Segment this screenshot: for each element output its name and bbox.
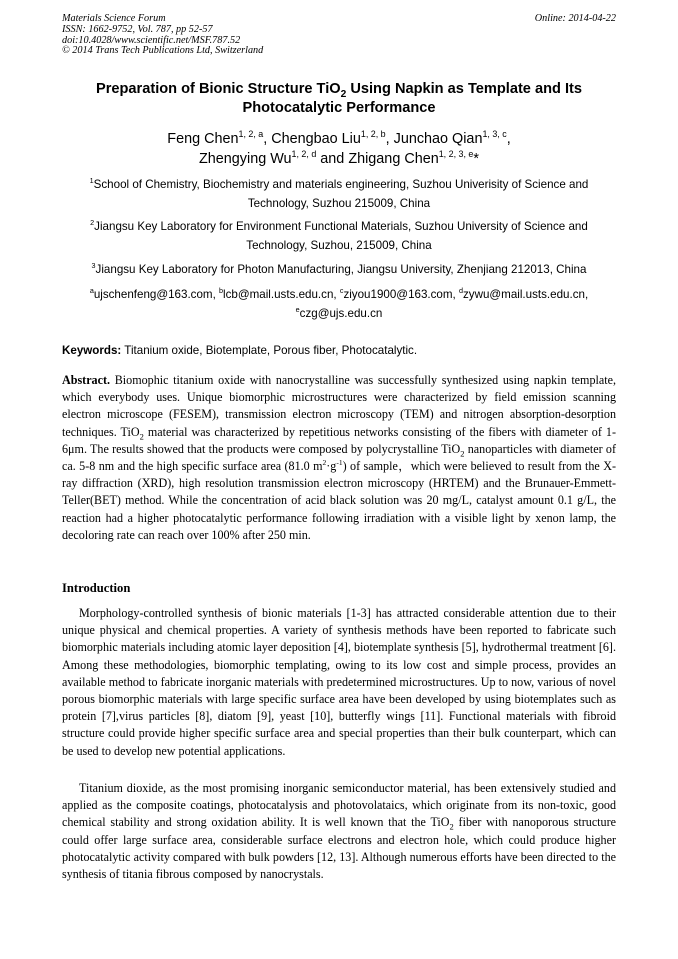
- abstract-text: ) of sample，which were believed to result from the X-ray diffraction (XRD), high resolution transmission electron microscopy (HRTEM) and the Brunauer-Emmett-Teller(BET) method. While the concentration of acid black solution was 20 mg/L, catalyst amount 0.1 g/L, the reaction had a higher photocatalytic performance following irradiation with a visible light by xenon lamp, the decoloring rate can reach over 100% after 250 min.: [62, 459, 616, 542]
- affil-text: School of Chemistry, Biochemistry and materials engineering, Suzhou Univerisity of Science and Technology, Suzhou 215009, China: [93, 178, 589, 210]
- journal-header: [62, 14, 616, 57]
- paragraph-text: fiber with nanoporous structure could offer large surface area, considerable surface electrons and electron hole, which could produce higher photocatalytic activity compared with bulk powders [12, 13]. Although numerous efforts have been directed to the synthesis of titania fibrous composed by nanocrystals.: [62, 815, 616, 882]
- author-name: Zhigang Chen: [348, 151, 439, 167]
- email-link[interactable]: ujschenfeng@163.com,: [93, 288, 220, 301]
- author-sep: and: [316, 151, 349, 167]
- affiliation-1: [62, 175, 616, 213]
- superscript: 2: [322, 457, 327, 467]
- email-list: [62, 285, 616, 323]
- corresponding-mark: *: [473, 151, 479, 167]
- author-sep: ,: [263, 131, 272, 147]
- abstract-text: Biomophic titanium oxide with nanocrystalline was successfully synthesized using napkin template, which everybody uses. Unique biomorphic microstructures were characterized by field emission scanning electron microscope (FESEM), transmission electron microscopy (TEM) and nitrogen absorption-desorption techniques. TiO: [62, 373, 616, 439]
- subscript: 2: [139, 431, 144, 442]
- keywords-label: Keywords:: [62, 344, 122, 357]
- author-sep: ,: [506, 131, 511, 147]
- author-sep: ,: [385, 131, 394, 147]
- email-link[interactable]: lcb@mail.usts.edu.cn,: [223, 288, 340, 301]
- author-name: Junchao Qian: [393, 131, 483, 147]
- author-affil: 1, 2, d: [291, 149, 317, 160]
- abstract-text: nanoparticles with diameter of ca. 5-8 nm and the high specific surface area (81.0 m: [62, 441, 616, 474]
- copyright-line: © 2014 Trans Tech Publications Ltd, Switzerland: [62, 45, 264, 57]
- email-link[interactable]: czg@ujs.edu.cn: [299, 307, 383, 320]
- email-sup: c: [339, 286, 344, 296]
- paper-title: [62, 80, 616, 118]
- author-affil: 1, 2, a: [238, 129, 264, 140]
- affiliation-3: [62, 260, 616, 279]
- email-sup: e: [295, 305, 300, 315]
- author-affil: 1, 3, c: [482, 129, 507, 140]
- abstract-label: Abstract.: [62, 373, 111, 387]
- email-link[interactable]: zywu@mail.usts.edu.cn,: [462, 288, 589, 301]
- affiliation-2: [62, 217, 616, 255]
- title-subscript: 2: [340, 88, 347, 100]
- author-name: Chengbao Liu: [271, 131, 361, 147]
- subscript: 2: [449, 821, 454, 832]
- affil-number: 2: [90, 218, 95, 228]
- online-date: Online: 2014-04-22: [534, 13, 616, 24]
- abstract-text: ·g: [326, 459, 337, 474]
- intro-paragraph-2: [62, 780, 616, 883]
- author-name: Feng Chen: [167, 131, 239, 147]
- section-heading-introduction: Introduction: [62, 581, 131, 595]
- affil-number: 3: [91, 261, 96, 271]
- abstract-text: material was characterized by repetitious networks consisting of the fibers with diameter of 1-6μm. The results showed that the products were composed by polycrystalline TiO: [62, 424, 616, 456]
- email-sup: d: [458, 286, 463, 296]
- author-list: [62, 129, 616, 169]
- affil-text: Jiangsu Key Laboratory for Environment Functional Materials, Suzhou University of Science and Technology, Suzhou, 215009, China: [94, 220, 588, 252]
- email-link[interactable]: ziyou1900@163.com,: [343, 288, 459, 301]
- email-sup: a: [89, 286, 94, 296]
- email-sup: b: [219, 286, 224, 296]
- author-affil: 1, 2, 3, e: [438, 149, 474, 160]
- doi-line[interactable]: doi:10.4028/www.scientific.net/MSF.787.52: [62, 34, 241, 46]
- issn-line: ISSN: 1662-9752, Vol. 787, pp 52-57: [62, 23, 213, 35]
- intro-paragraph-1: Morphology-controlled synthesis of bionic materials [1-3] has attracted considerable attention due to their unique physical and chemical properties. A variety of synthesis methods have been reported to fabricate such biomorphic materials including atomic layer deposition [4], biotemplate synthesis [5], hydrothermal treatment [6]. Among these methodologies, biomorphic templating, owing to its low cost and simple process, provides an available method to fabricate inorganic materials with predetermined microstructures. Up to now, various of novel porous biomorphic materials with large specific surface area have been developed by using biotemplates such as protein [7],virus particles [8], diatom [9], yeast [10], butterfly wings [11]. Functional materials with fibroid structure could provide higher specific surface area and special properties than their bulk counterpart, which can be used to develop new potential applications.: [62, 606, 616, 758]
- affil-text: Jiangsu Key Laboratory for Photon Manufacturing, Jiangsu University, Zhenjiang 212013, China: [95, 263, 587, 276]
- superscript: -1: [336, 457, 343, 467]
- abstract: [62, 372, 616, 544]
- paragraph-text: Titanium dioxide, as the most promising inorganic semiconductor material, has been extensively studied and applied as the composite coatings, photocatalysis and photovolataics, which originate from its non-toxic, good chemical stability and strong oxidation ability. It is well known that the TiO: [62, 781, 616, 830]
- journal-name: Materials Science Forum: [62, 13, 166, 24]
- keywords-text: Titanium oxide, Biotemplate, Porous fiber, Photocatalytic.: [121, 344, 418, 357]
- affil-number: 1: [89, 176, 94, 186]
- author-affil: 1, 2, b: [360, 129, 386, 140]
- title-text: Using Napkin as Template and Its Photocatalytic Performance: [242, 81, 583, 116]
- keywords: [62, 343, 616, 359]
- title-text: Preparation of Bionic Structure TiO: [95, 81, 341, 97]
- author-name: Zhengying Wu: [199, 151, 292, 167]
- subscript: 2: [460, 448, 465, 459]
